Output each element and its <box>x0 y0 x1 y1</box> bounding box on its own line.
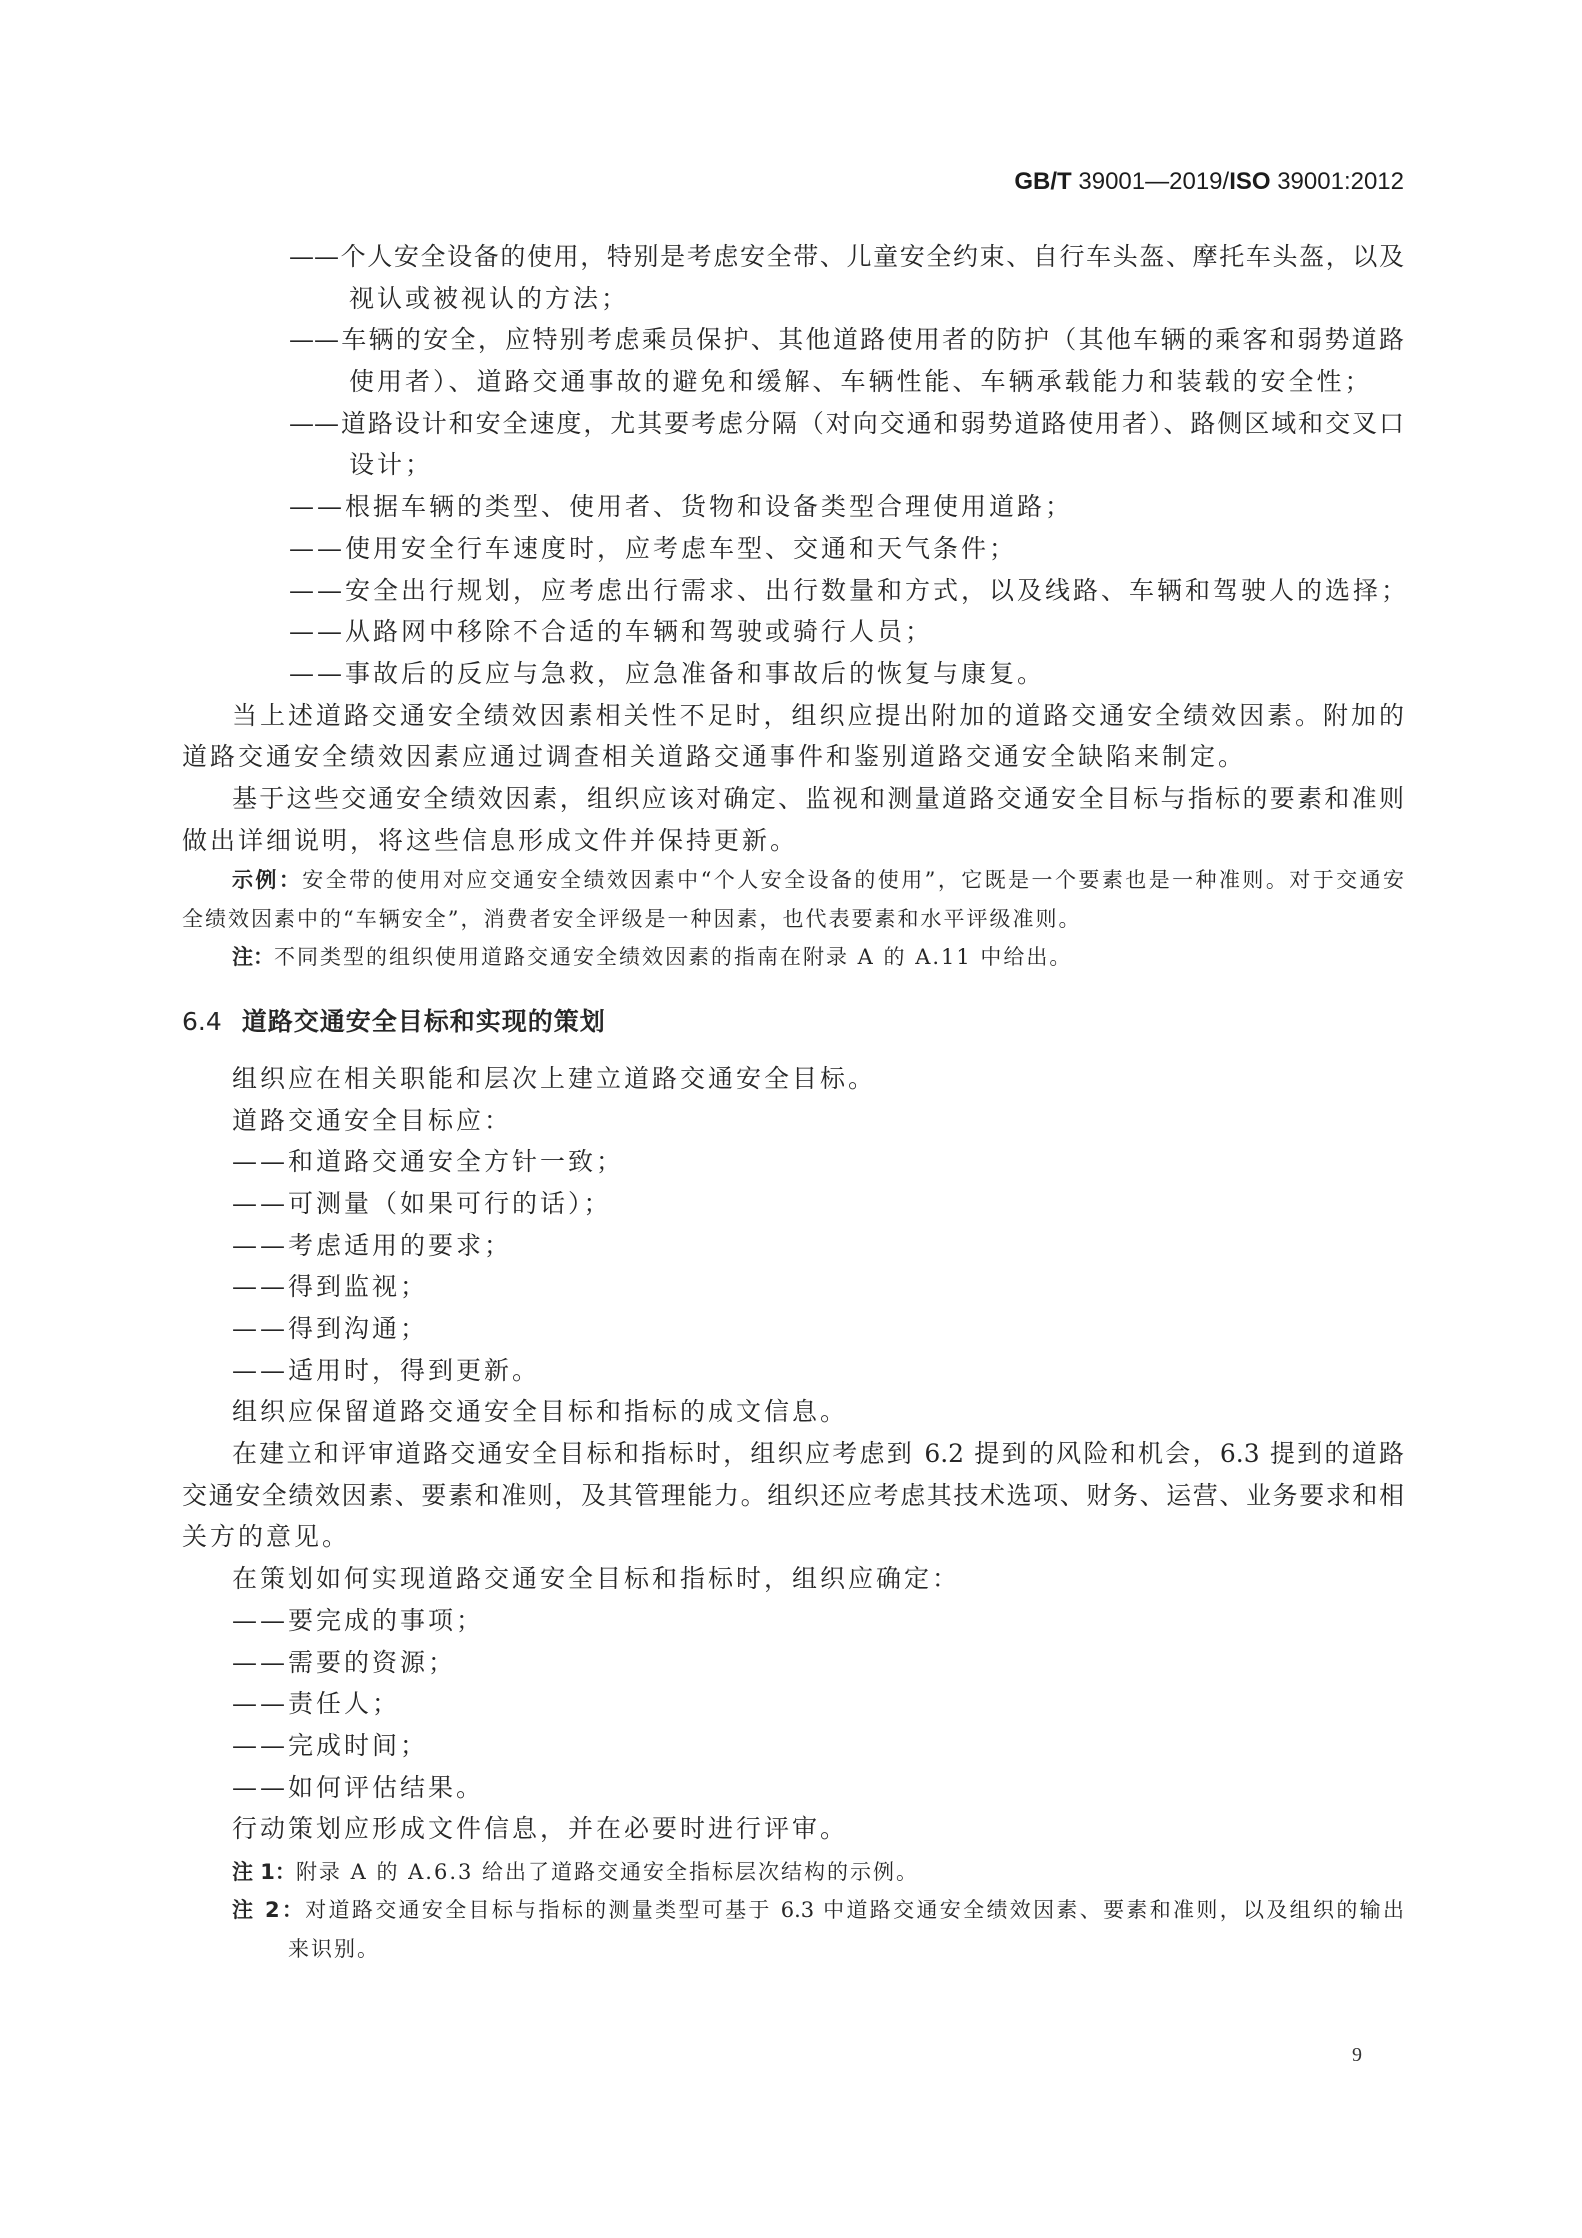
list-item <box>182 486 1404 528</box>
example-line: 全绩效因素中的“车辆安全”，消费者安全评级是一种因素，也代表要素和水平评级准则。 <box>182 906 1082 931</box>
planning-list <box>182 1600 1404 1808</box>
note-text: 对道路交通安全目标与指标的测量类型可基于 6.3 中道路交通安全绩效因素、要素和准则，以及组织的输出 <box>305 1898 1404 1923</box>
gb-number: 39001—2019/ <box>1071 168 1230 195</box>
note-label: 注： <box>232 945 274 970</box>
list-item-line: 设计； <box>349 450 434 480</box>
list-item-line: ——使用安全行车速度时，应考虑车型、交通和天气条件； <box>289 533 1018 563</box>
list-item-line: ——车辆的安全，应特别考虑乘员保护、其他道路使用者的防护（其他车辆的乘客和弱势道路 <box>289 325 1404 355</box>
example-line <box>232 861 1404 900</box>
note-block <box>182 938 1404 977</box>
paragraph-line: 做出详细说明，将这些信息形成文件并保持更新。 <box>182 825 799 855</box>
note-label: 注 1： <box>232 1859 296 1884</box>
paragraph-line: 基于这些交通安全绩效因素，组织应该对确定、监视和测量道路交通安全目标与指标的要素和准则 <box>232 783 1404 813</box>
list-item-line: ——个人安全设备的使用，特别是考虑安全带、儿童安全约束、自行车头盔、摩托车头盔，以及 <box>289 242 1404 271</box>
list-item-line: 使用者）、道路交通事故的避免和缓解、车辆性能、车辆承载能力和装载的安全性； <box>349 367 1373 397</box>
factor-list <box>182 236 1410 695</box>
example-text: 安全带的使用对应交通安全绩效因素中“个人安全设备的使用”，它既是一个要素也是一种准则。对于交通安 <box>302 868 1404 893</box>
section-title: 道路交通安全目标和实现的策划 <box>241 1007 606 1037</box>
list-item: ——要完成的事项； <box>232 1605 485 1635</box>
list-item: ——需要的资源； <box>232 1647 457 1677</box>
paragraph-line: 组织应在相关职能和层次上建立道路交通安全目标。 <box>232 1063 877 1093</box>
list-item: ——如何评估结果。 <box>232 1772 485 1802</box>
note-line <box>232 1853 1404 1892</box>
list-item <box>182 570 1410 612</box>
paragraph <box>182 778 1404 861</box>
objectives-list <box>182 1141 1404 1391</box>
list-item: ——考虑适用的要求； <box>232 1230 513 1260</box>
section-number: 6.4 <box>182 1007 222 1037</box>
section-heading <box>182 1001 1404 1043</box>
list-item: ——完成时间； <box>232 1730 429 1760</box>
list-item <box>182 611 1404 653</box>
note-text: 不同类型的组织使用道路交通安全绩效因素的指南在附录 A 的 A.11 中给出。 <box>274 945 1073 970</box>
list-item: ——适用时，得到更新。 <box>232 1355 541 1385</box>
list-item <box>182 403 1404 486</box>
note-line: 来识别。 <box>288 1936 380 1961</box>
list-item-line: ——从路网中移除不合适的车辆和驾驶或骑行人员； <box>289 617 934 647</box>
list-item <box>182 528 1404 570</box>
paragraph-line: 道路交通安全绩效因素应通过调查相关道路交通事件和鉴别道路交通安全缺陷来制定。 <box>182 742 1247 772</box>
paragraph-line: 行动策划应形成文件信息，并在必要时进行评审。 <box>232 1814 849 1844</box>
paragraph <box>182 1433 1404 1558</box>
list-item-line: 视认或被视认的方法； <box>349 283 630 313</box>
list-item-line: ——事故后的反应与急救，应急准备和事故后的恢复与康复。 <box>289 658 1046 688</box>
iso-code: ISO <box>1229 168 1271 195</box>
list-item-line: ——道路设计和安全速度，尤其要考虑分隔（对向交通和弱势道路使用者）、路侧区域和交叉口 <box>289 408 1404 438</box>
list-item: ——责任人； <box>232 1689 401 1719</box>
paragraph-line: 关方的意见。 <box>182 1522 351 1552</box>
list-item-line: ——安全出行规划，应考虑出行需求、出行数量和方式，以及线路、车辆和驾驶人的选择； <box>289 575 1410 605</box>
paragraph-line: 交通安全绩效因素、要素和准则，及其管理能力。组织还应考虑其技术选项、财务、运营、业务要求和相 <box>182 1480 1404 1510</box>
list-item: ——得到监视； <box>232 1272 429 1302</box>
list-item: ——得到沟通； <box>232 1314 429 1344</box>
note-text: 附录 A 的 A.6.3 给出了道路交通安全指标层次结构的示例。 <box>295 1859 920 1884</box>
paragraph <box>182 695 1404 778</box>
paragraph-line: 组织应保留道路交通安全目标和指标的成文信息。 <box>232 1397 849 1427</box>
example-block <box>182 861 1404 938</box>
note-line <box>232 1891 1404 1930</box>
list-item <box>182 236 1404 319</box>
paragraph-line: 在建立和评审道路交通安全目标和指标时，组织应考虑到 6.2 提到的风险和机会，6.3 提到的道路 <box>232 1439 1404 1469</box>
list-item-line: ——根据车辆的类型、使用者、货物和设备类型合理使用道路； <box>289 492 1074 522</box>
page-body <box>182 236 1410 1968</box>
list-item <box>182 319 1404 402</box>
page-number: 9 <box>1352 2044 1362 2066</box>
notes-block <box>182 1853 1404 1969</box>
paragraph-line: 道路交通安全目标应： <box>232 1105 513 1135</box>
note-label: 注 2： <box>232 1898 306 1923</box>
paragraph-line: 当上述道路交通安全绩效因素相关性不足时，组织应提出附加的道路交通安全绩效因素。附加的 <box>232 700 1404 730</box>
paragraph-line: 在策划如何实现道路交通安全目标和指标时，组织应确定： <box>232 1564 961 1594</box>
note-line <box>232 938 1404 977</box>
iso-number: 39001:2012 <box>1270 168 1404 195</box>
list-item: ——可测量（如果可行的话）； <box>232 1188 612 1218</box>
example-label: 示例： <box>232 868 303 893</box>
list-item: ——和道路交通安全方针一致； <box>232 1147 625 1177</box>
gb-code: GB/T <box>1014 168 1072 195</box>
list-item <box>182 653 1404 695</box>
running-header <box>1014 166 1404 198</box>
